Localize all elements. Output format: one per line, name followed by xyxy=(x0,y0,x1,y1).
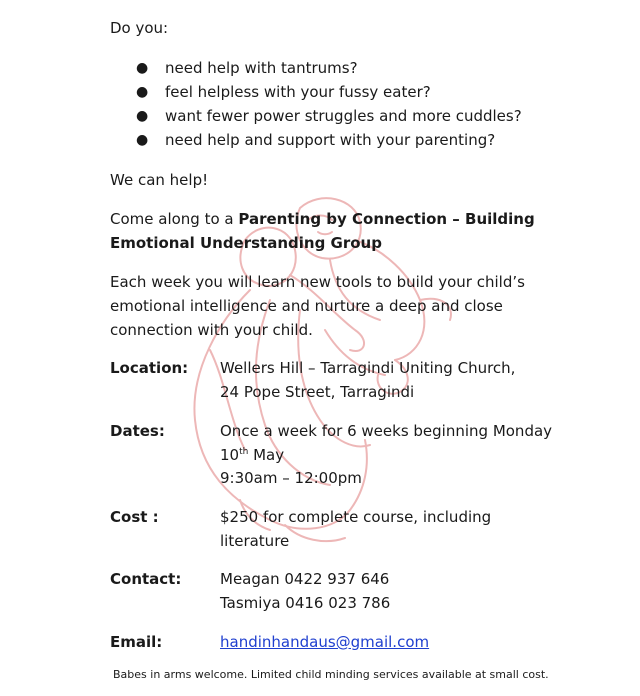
day-suffix: th xyxy=(239,447,249,457)
bullet-icon: ● xyxy=(136,84,149,100)
intro-question: Do you: xyxy=(110,19,169,37)
session-time: 9:30am – 12:00pm xyxy=(220,469,362,487)
dates-line-2 xyxy=(220,443,284,467)
bullet-icon: ● xyxy=(136,132,149,148)
contact-tasmiya: Tasmiya 0416 023 786 xyxy=(220,594,391,612)
can-help-text: We can help! xyxy=(110,171,209,189)
footnote: Babes in arms welcome. Limited child minding services available at small cost. xyxy=(113,668,549,681)
start-month: May xyxy=(248,446,285,464)
location-line-2: 24 Pope Street, Tarragindi xyxy=(220,383,415,401)
invite-prefix: Come along to a xyxy=(110,210,239,228)
bullet-icon: ● xyxy=(136,108,149,124)
email-label: Email: xyxy=(110,633,163,651)
description-line: emotional intelligence and nurture a deep and close xyxy=(110,297,503,315)
location-line-1: Wellers Hill – Tarragindi Uniting Church, xyxy=(220,359,516,377)
dates-label: Dates: xyxy=(110,422,165,440)
email-link[interactable]: handinhandaus@gmail.com xyxy=(220,633,430,651)
contact-label: Contact: xyxy=(110,570,182,588)
cost-label: Cost : xyxy=(110,508,159,526)
cost-line-2: literature xyxy=(220,532,290,550)
dates-line-1: Once a week for 6 weeks beginning Monday xyxy=(220,422,553,440)
location-label: Location: xyxy=(110,359,189,377)
bullet-text: need help and support with your parenting? xyxy=(165,131,496,149)
start-day: 10 xyxy=(220,446,240,464)
description-line: connection with your child. xyxy=(110,321,313,339)
description-line: Each week you will learn new tools to build your child’s xyxy=(110,273,525,291)
invite-line-2 xyxy=(110,231,382,255)
bullet-icon: ● xyxy=(136,60,149,76)
bullet-text: feel helpless with your fussy eater? xyxy=(165,83,431,101)
bullet-text: need help with tantrums? xyxy=(165,59,358,77)
bullet-text: want fewer power struggles and more cuddles? xyxy=(165,107,522,125)
group-title-part-2: Emotional Understanding Group xyxy=(110,234,382,252)
group-title-part-1: Parenting by Connection – Building xyxy=(238,210,535,228)
cost-line-1: $250 for complete course, including xyxy=(220,508,492,526)
invite-line-1 xyxy=(110,207,535,231)
contact-meagan: Meagan 0422 937 646 xyxy=(220,570,390,588)
